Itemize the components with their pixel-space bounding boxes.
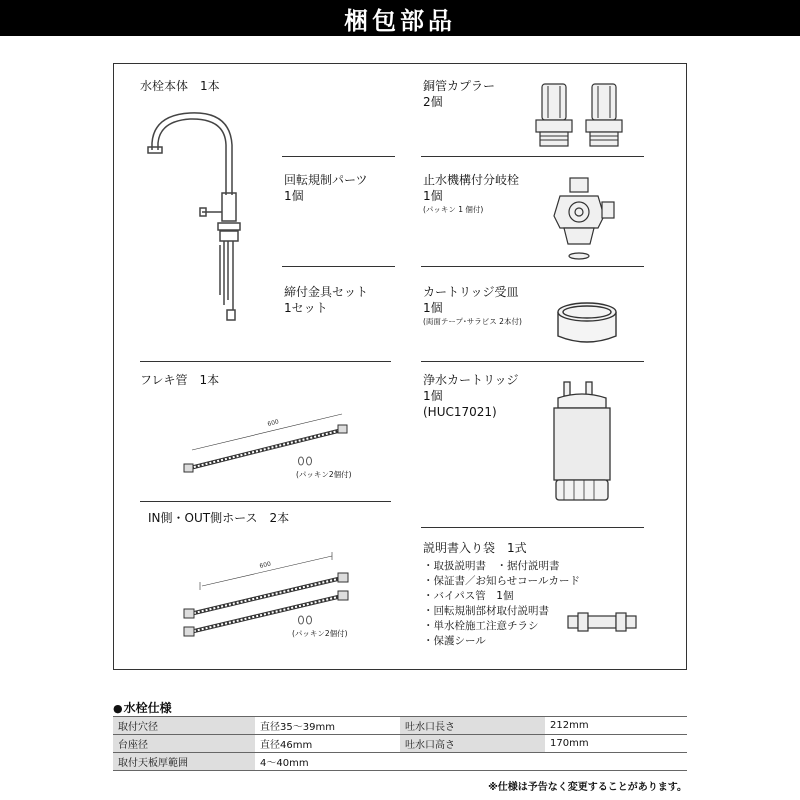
branch-valve-note: (パッキン 1 個付) bbox=[423, 205, 484, 214]
copper-coupler-qty: 2個 bbox=[423, 95, 443, 109]
spec-label: 吐水口長さ bbox=[400, 717, 545, 735]
copper-coupler-label: 銅管カプラー bbox=[423, 79, 496, 93]
spec-value bbox=[545, 753, 687, 771]
spec-title: ●水栓仕様 bbox=[113, 701, 172, 715]
copper-coupler-illustration bbox=[528, 74, 638, 150]
flexible-pipe-length: 600 bbox=[266, 418, 280, 428]
hoses-length: 600 bbox=[258, 560, 272, 570]
divider bbox=[140, 501, 391, 502]
hoses-packing: (パッキン2個付) bbox=[292, 629, 348, 638]
faucet-label: 水栓本体 1本 bbox=[140, 79, 220, 93]
divider bbox=[421, 266, 644, 267]
rotation-parts-label: 回転規制パーツ bbox=[284, 173, 368, 187]
cartridge-label: 浄水カートリッジ bbox=[423, 373, 519, 387]
flexible-pipe-label: フレキ管 1本 bbox=[140, 373, 220, 387]
cartridge-tray-label: カートリッジ受皿 bbox=[423, 285, 519, 299]
fitting-set-qty: 1セット bbox=[284, 301, 328, 315]
hoses-label: IN側・OUT側ホース 2本 bbox=[148, 511, 290, 525]
spec-value: 直径35〜39mm bbox=[255, 717, 400, 735]
faucet-illustration bbox=[140, 105, 250, 325]
table-row bbox=[113, 753, 687, 771]
divider bbox=[282, 266, 395, 267]
page-title: 梱包部品 bbox=[344, 6, 456, 35]
manual-bag-label: 説明書入り袋 1式 bbox=[423, 541, 527, 555]
cartridge-tray-note: (両面テープ･サラビス 2本付) bbox=[423, 317, 522, 326]
page-title-banner bbox=[0, 0, 800, 36]
spec-value: 212mm bbox=[545, 717, 687, 735]
bypass-pipe-illustration bbox=[566, 607, 640, 637]
cartridge-tray-illustration bbox=[554, 298, 620, 350]
rotation-parts-qty: 1個 bbox=[284, 189, 304, 203]
spec-table bbox=[113, 716, 687, 771]
flexible-pipe-packing: (パッキン2個付) bbox=[296, 470, 352, 479]
cartridge-model: (HUC17021) bbox=[423, 405, 497, 419]
fitting-set-label: 締付金具セット bbox=[284, 285, 369, 299]
divider bbox=[282, 156, 395, 157]
spec-value: 170mm bbox=[545, 735, 687, 753]
table-row bbox=[113, 717, 687, 735]
list-item: ・回転規制部材取付説明書 bbox=[423, 605, 549, 617]
list-item: ・バイパス管 1個 bbox=[423, 590, 514, 602]
divider bbox=[421, 527, 644, 528]
flexible-pipe-packing-icon bbox=[296, 455, 316, 467]
cartridge-illustration bbox=[550, 378, 614, 506]
list-item: ・取扱説明書 ・据付説明書 bbox=[423, 560, 560, 572]
divider bbox=[421, 156, 644, 157]
divider bbox=[421, 361, 644, 362]
cartridge-tray-qty: 1個 bbox=[423, 301, 443, 315]
spec-label: 吐水口高さ bbox=[400, 735, 545, 753]
divider bbox=[140, 361, 391, 362]
spec-label bbox=[400, 753, 545, 771]
spec-title-text: 水栓仕様 bbox=[123, 701, 172, 715]
spec-label: 取付天板厚範囲 bbox=[113, 753, 255, 771]
spec-note: ※仕様は予告なく変更することがあります。 bbox=[488, 782, 687, 793]
branch-valve-qty: 1個 bbox=[423, 189, 443, 203]
spec-label: 台座径 bbox=[113, 735, 255, 753]
list-item: ・保護シール bbox=[423, 635, 486, 647]
list-item: ・保証書／お知らせコールカード bbox=[423, 575, 580, 587]
table-row bbox=[113, 735, 687, 753]
branch-valve-label: 止水機構付分岐栓 bbox=[423, 173, 520, 187]
list-item: ・単水栓施工注意チラシ bbox=[423, 620, 539, 632]
flexible-pipe-illustration bbox=[182, 400, 352, 480]
spec-value: 直径46mm bbox=[255, 735, 400, 753]
spec-value: 4〜40mm bbox=[255, 753, 400, 771]
cartridge-qty: 1個 bbox=[423, 389, 443, 403]
hoses-packing-icon bbox=[296, 614, 316, 626]
spec-label: 取付穴径 bbox=[113, 717, 255, 735]
branch-valve-illustration bbox=[548, 172, 618, 262]
